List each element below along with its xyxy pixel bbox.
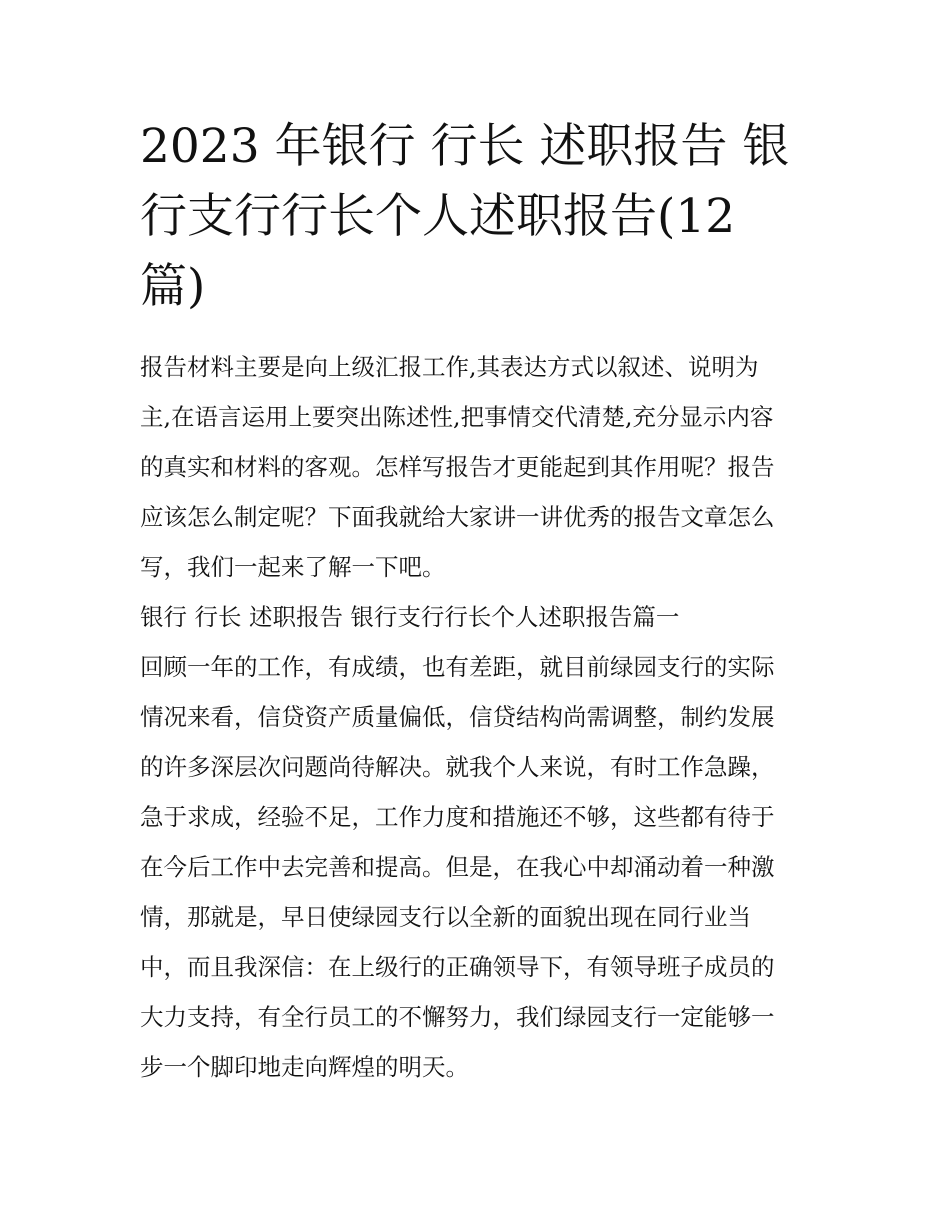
body-line: 情，那就是，早日使绿园支行以全新的面貌出现在同行业当 bbox=[140, 903, 751, 931]
intro-line: 写，我们一起来了解一下吧。 bbox=[140, 553, 446, 581]
body-line: 步一个脚印地走向辉煌的明天。 bbox=[140, 1053, 469, 1081]
intro-line: 主,在语言运用上要突出陈述性,把事情交代清楚,充分显示内容 bbox=[140, 403, 774, 431]
body-line: 急于求成，经验不足，工作力度和措施还不够，这些都有待于 bbox=[140, 803, 775, 831]
title-line-3: 篇) bbox=[140, 259, 206, 314]
body-line: 中，而且我深信：在上级行的正确领导下，有领导班子成员的 bbox=[140, 953, 775, 981]
title-line-2: 行支行行长个人述职报告(12 bbox=[140, 189, 736, 244]
body-paragraph bbox=[140, 642, 816, 1092]
body-line: 大力支持，有全行员工的不懈努力，我们绿园支行一定能够一 bbox=[140, 1003, 775, 1031]
intro-paragraph bbox=[140, 342, 816, 592]
intro-line: 报告材料主要是向上级汇报工作,其表达方式以叙述、说明为 bbox=[140, 353, 759, 381]
section-heading-text: 银行 行长 述职报告 银行支行行长个人述职报告篇一 bbox=[140, 603, 680, 631]
intro-line: 的真实和材料的客观。怎样写报告才更能起到其作用呢？报告 bbox=[140, 453, 775, 481]
body-line: 情况来看，信贷资产质量偏低，信贷结构尚需调整，制约发展 bbox=[140, 703, 775, 731]
body-line: 回顾一年的工作，有成绩，也有差距，就目前绿园支行的实际 bbox=[140, 653, 775, 681]
intro-line: 应该怎么制定呢？下面我就给大家讲一讲优秀的报告文章怎么 bbox=[140, 503, 775, 531]
body-line: 在今后工作中去完善和提高。但是，在我心中却涌动着一种激 bbox=[140, 853, 775, 881]
document-title bbox=[140, 112, 816, 322]
document-page bbox=[140, 112, 816, 1092]
section-heading bbox=[140, 592, 816, 642]
body-line: 的许多深层次问题尚待解决。就我个人来说，有时工作急躁， bbox=[140, 753, 775, 781]
title-line-1: 2023 年银行 行长 述职报告 银 bbox=[140, 119, 790, 174]
